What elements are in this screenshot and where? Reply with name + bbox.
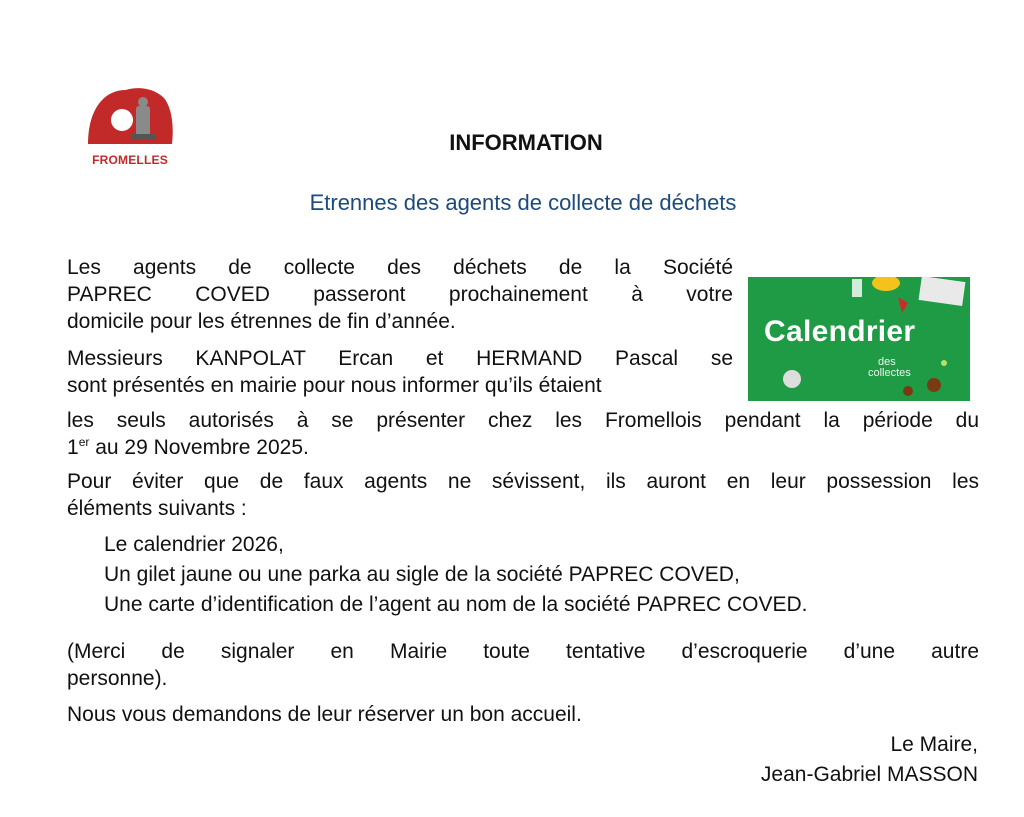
calendar-title: Calendrier [764,315,916,348]
body-line: Messieurs KANPOLAT Ercan et HERMAND Pascal se [67,347,733,370]
body-line: les seuls autorisés à se présenter chez les Fromellois pendant la période du [67,409,979,432]
logo-town-name: FROMELLES [92,153,168,167]
closing-line: Nous vous demandons de leur réserver un bon accueil. [67,703,582,726]
body-line: PAPREC COVED passeront prochainement à votre [67,283,733,306]
body-line: éléments suivants : [67,497,247,520]
note-line: personne). [67,667,168,690]
signature-name: Jean-Gabriel MASSON [760,763,978,786]
calendar-subtitle: des collectes [868,356,911,379]
page-subtitle: Etrennes des agents de collecte de déchets [309,190,737,215]
body-line: Pour éviter que de faux agents ne sévissent, ils auront en leur possession les [67,470,979,493]
town-logo [84,82,176,174]
page-title: INFORMATION [449,130,603,155]
body-line: Les agents de collecte des déchets de la Société [67,256,733,279]
list-item: Une carte d’identification de l’agent au nom de la société PAPREC COVED. [104,593,808,616]
note-line: (Merci de signaler en Mairie toute tentative d’escroquerie d’une autre [67,640,979,663]
list-item: Un gilet jaune ou une parka au sigle de la société PAPREC COVED, [104,563,740,586]
body-line: sont présentés en mairie pour nous informer qu’ils étaient [67,374,602,397]
date-line: 1er au 29 Novembre 2025. [67,435,309,459]
body-line: domicile pour les étrennes de fin d’année. [67,310,456,333]
calendar-image [748,277,970,401]
list-item: Le calendrier 2026, [104,533,284,556]
signature-title: Le Maire, [890,733,978,756]
